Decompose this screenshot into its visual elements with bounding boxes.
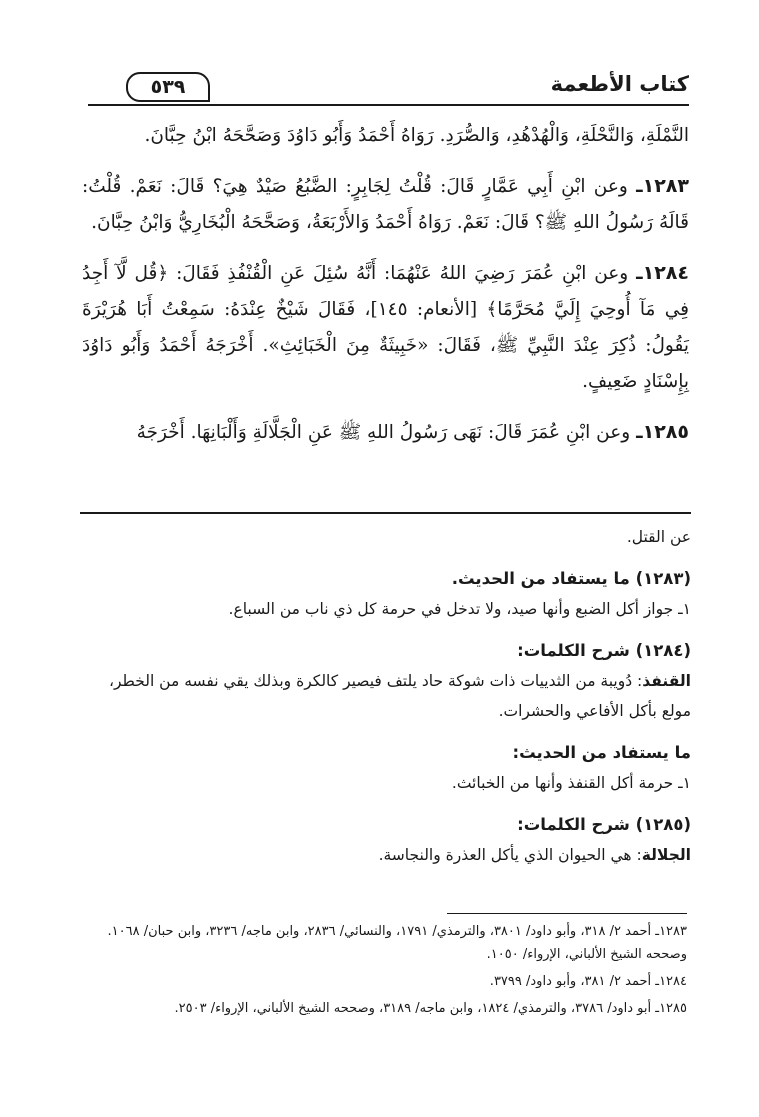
footnote: ١٢٨٣ـ أحمد ٢/ ٣١٨، وأبو داود/ ٣٨٠١، والترمذي/ ١٧٩١، والنسائي/ ٢٨٣٦، وابن ماجه/ ٣٢٣٦، وابن حبان/ ١٠٦٨. وصححه الشيخ الألباني، الإرواء/ ١٠٥٠. <box>107 924 687 962</box>
footnote: ١٢٨٤ـ أحمد ٢/ ٣٨١، وأبو داود/ ٣٧٩٩. <box>489 974 687 989</box>
header-divider <box>88 104 689 106</box>
commentary-text: عن القتل. <box>626 528 691 546</box>
hadith-paragraph <box>82 118 689 154</box>
hadith-number: ١٢٨٤ـ <box>636 262 689 284</box>
commentary-text: ١ـ جواز أكل الضبع وأنها صيد، ولا تدخل في حرمة كل ذي ناب من السباع. <box>228 600 691 618</box>
commentary-definition <box>82 666 691 726</box>
defined-term: الجلالة <box>641 846 691 864</box>
footnotes <box>70 920 687 1024</box>
page-header <box>80 68 689 108</box>
page-number: ٥٣٩ <box>126 72 210 102</box>
footnote-divider <box>447 913 687 914</box>
commentary-text: ١ـ حرمة أكل القنفذ وأنها من الخبائث. <box>451 774 691 792</box>
hadith-number: ١٢٨٥ـ <box>636 421 689 443</box>
commentary-heading: ما يستفاد من الحديث: <box>512 743 691 762</box>
hadith-text-body: وعن ابْنِ عُمَرَ قَالَ: نَهَى رَسُولُ اللهِ ﷺ عَنِ الْجَلَّالَةِ وَأَلْبَانِهَا. أَخْرَجَهُ <box>136 422 631 443</box>
section-divider <box>80 512 691 514</box>
hadith-paragraph <box>82 414 689 451</box>
commentary-definition <box>82 840 691 870</box>
commentary-heading: (١٢٨٣) ما يستفاد من الحديث. <box>451 569 691 588</box>
hadith-paragraph <box>82 255 689 400</box>
book-title: كتاب الأطعمة <box>550 72 689 96</box>
definition-text: : هي الحيوان الذي يأكل العذرة والنجاسة. <box>378 846 642 864</box>
hadith-text <box>82 118 689 465</box>
commentary-heading: (١٢٨٥) شرح الكلمات: <box>517 815 691 834</box>
definition-text: : دُويبة من الثدييات ذات شوكة حاد يلتف فيصير كالكرة وبذلك يقي نفسه من الخطر، مولع بأكل الأفاعي والحشرات. <box>108 672 691 720</box>
hadith-paragraph <box>82 168 689 241</box>
footnote: ١٢٨٥ـ أبو داود/ ٣٧٨٦، والترمذي/ ١٨٢٤، وابن ماجه/ ٣١٨٩، وصححه الشيخ الألباني، الإرواء/ ٢٥٠٣. <box>174 1001 687 1016</box>
commentary <box>82 522 691 870</box>
hadith-text-body: النَّمْلَةِ، وَالنَّحْلَةِ، وَالْهُدْهُدِ، وَالصُّرَدِ. رَوَاهُ أَحْمَدُ وَأَبُو دَاوُدَ وَصَحَّحَهُ ابْنُ حِبَّانَ. <box>144 125 689 146</box>
commentary-heading: (١٢٨٤) شرح الكلمات: <box>517 641 691 660</box>
defined-term: القنفذ <box>642 672 691 690</box>
hadith-number: ١٢٨٣ـ <box>636 175 689 197</box>
hadith-text-body: وعن ابْنِ عُمَرَ رَضِيَ اللهُ عَنْهُمَا: أَنَّهُ سُئِلَ عَنِ الْقُنْفُذِ فَقَالَ: ﴿قُل لَّآ أَجِدُ فِي مَآ أُوحِيَ إِلَيَّ مُحَرَّمًا﴾ [الأنعام: ١٤٥]، فَقَالَ شَيْخٌ عِنْدَهُ: سَمِعْتُ أَبَا هُرَيْرَةَ يَقُولُ: ذُكِرَ عِنْدَ النَّبِيِّ ﷺ، فَقَالَ: «خَبِيثَةٌ مِنَ الْخَبَائِثِ». أَخْرَجَهُ أَحْمَدُ وَأَبُو دَاوُدَ بِإِسْنَادٍ ضَعِيفٍ. <box>82 263 689 392</box>
hadith-text-body: وعن ابْنِ أَبِي عَمَّارٍ قَالَ: قُلْتُ لِجَابِرٍ: الضَّبُعُ صَيْدٌ هِيَ؟ قَالَ: نَعَمْ. قُلْتُ: قَالَهُ رَسُولُ اللهِ ﷺ؟ قَالَ: نَعَمْ. رَوَاهُ أَحْمَدُ وَالأَرْبَعَةُ، وَصَحَّحَهُ الْبُخَارِيُّ وَابْنُ حِبَّانَ. <box>82 176 689 233</box>
